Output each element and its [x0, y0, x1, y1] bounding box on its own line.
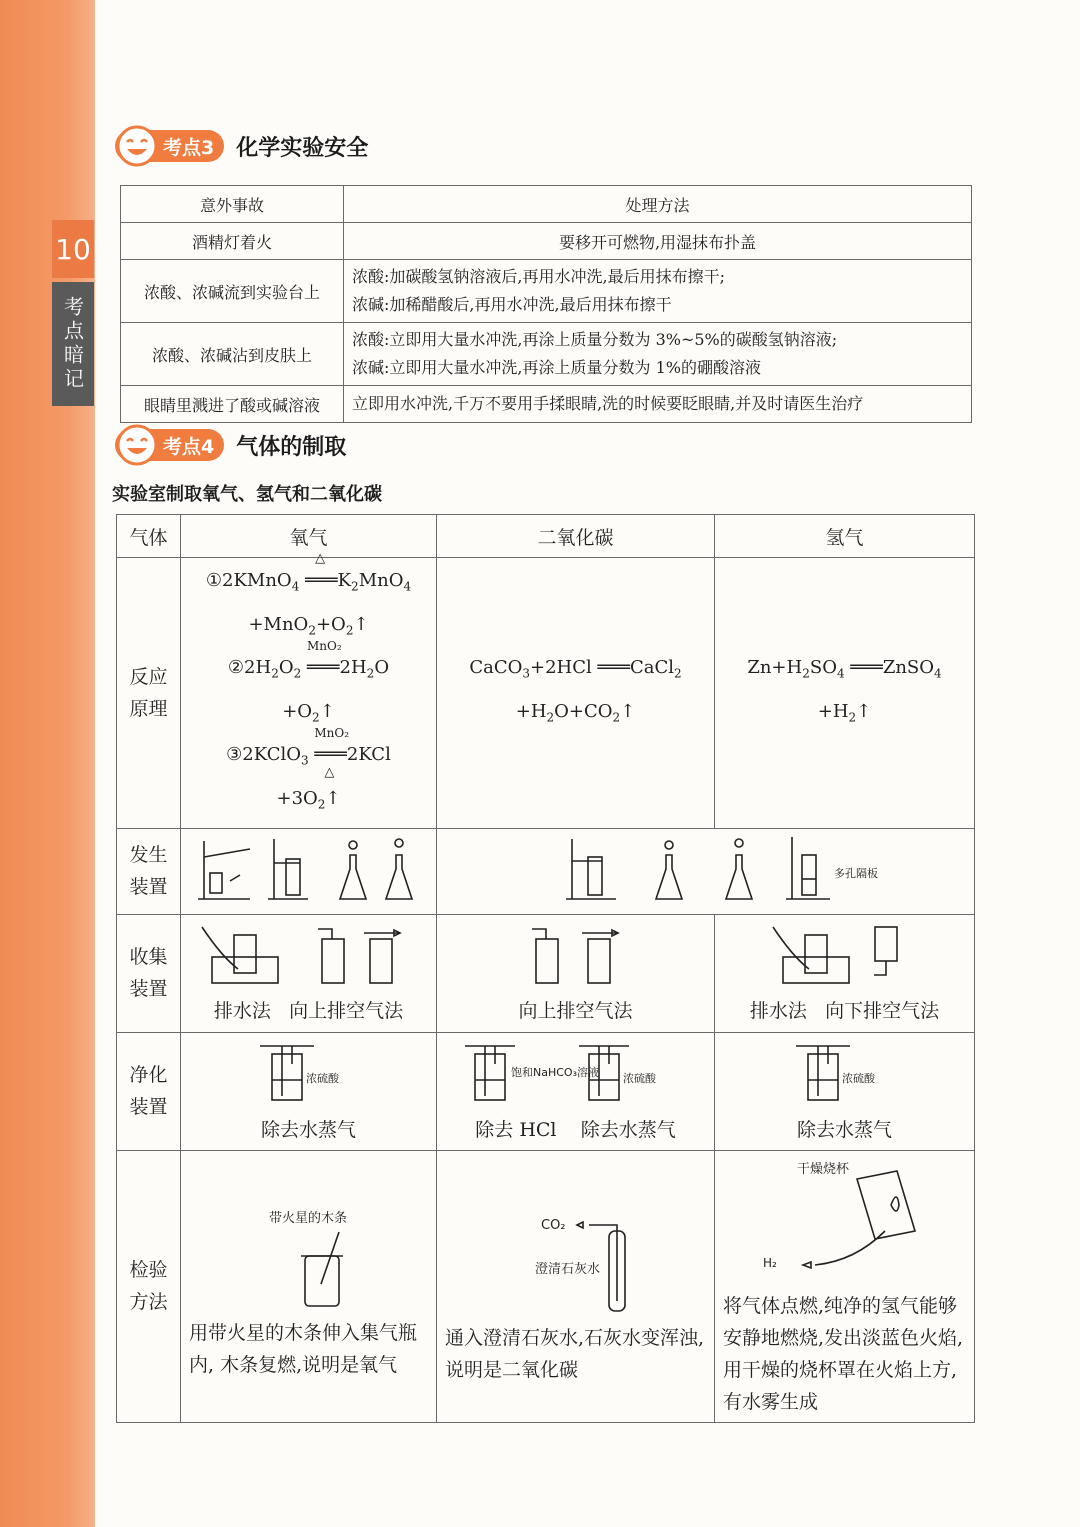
o2-test-drawing: [189, 1192, 427, 1312]
equation-line: $+H_2↑$: [817, 700, 872, 725]
row-label-purify: 净化装置: [117, 1032, 181, 1150]
section4-badge-text: 考点4: [163, 435, 215, 458]
h2-collect: [715, 914, 975, 1032]
co2-test-label: 澄清石灰水: [535, 1261, 601, 1277]
table-header-row: [121, 186, 972, 223]
co2-h2-apparatus: [437, 828, 975, 914]
co2-purify: [437, 1032, 715, 1150]
h2-gas-label: H₂: [763, 1255, 777, 1270]
equation-line: $+3O_2↑$: [276, 787, 341, 812]
collect-drawing: [194, 923, 424, 987]
reagent-label: 浓硫酸: [622, 1072, 656, 1086]
reagent-label: 浓硫酸: [841, 1072, 875, 1086]
o2-test-label: 带火星的木条: [269, 1210, 348, 1226]
o2-apparatus: [181, 828, 437, 914]
table-row: [121, 223, 972, 260]
smiley-icon: [115, 124, 159, 168]
purify-caption: 除去水蒸气: [260, 1119, 356, 1142]
row-label-reaction: 反应原理: [117, 558, 181, 829]
o2-purify: [181, 1032, 437, 1150]
apparatus-label: 多孔隔板: [833, 866, 878, 880]
header-o2: 氧气: [181, 515, 437, 558]
header-h2: 氢气: [715, 515, 975, 558]
o2-collect-caption: [189, 996, 428, 1023]
row-label-apparatus: 发生装置: [117, 828, 181, 914]
h2-reaction: [715, 558, 975, 829]
equation-line: ①2KMnO$_4$ △ $═══K_2MnO_4$: [189, 562, 428, 606]
section3-badge-text: 考点3: [163, 136, 215, 159]
table-header-row: [117, 515, 975, 558]
table-row: [121, 323, 972, 386]
apparatus-row: [117, 828, 975, 914]
method-line: 浓酸:加碳酸氢钠溶液后,再用水冲洗,最后用抹布擦干;: [352, 267, 725, 286]
gas-bottle-drawing: [461, 1040, 691, 1106]
o2-collect: [181, 914, 437, 1032]
header-accident: 意外事故: [121, 186, 344, 223]
accident-cell: 浓酸、浓碱流到实验台上: [121, 260, 344, 323]
o2-test-text: 用带火星的木条伸入集气瓶内, 木条复燃,说明是氧气: [189, 1321, 418, 1376]
equation-line: $②2H_2O_2$ MnO₂ $═══2H_2O$: [189, 649, 428, 693]
gas-bottle-drawing: [234, 1040, 384, 1106]
h2-cup-label: 干燥烧杯: [797, 1161, 850, 1177]
method-line: 浓碱:加稀醋酸后,再用水冲洗,最后用抹布擦干: [352, 295, 672, 314]
collect-method: 向上排空气法: [289, 1000, 404, 1023]
equation-line: $Zn+H_2SO_4$ ═══ZnSO$_4$: [747, 657, 942, 681]
collect-method: 排水法: [213, 1000, 271, 1023]
reaction-row: [117, 558, 975, 829]
gas-table: [116, 514, 975, 1423]
section3-badge: [115, 130, 224, 162]
reagent-label: 饱和NaHCO₃溶液: [510, 1066, 599, 1080]
reagent-label: 浓硫酸: [305, 1072, 339, 1086]
collect-drawing: [516, 923, 636, 987]
section3-title: 化学实验安全: [236, 135, 369, 161]
safety-table: [120, 185, 972, 423]
co2-gas-label: CO₂: [541, 1217, 566, 1233]
o2-reaction: [181, 551, 437, 829]
test-row: [117, 1150, 975, 1422]
header-method: 处理方法: [344, 186, 972, 223]
co2-reaction: [437, 558, 715, 829]
catalyst-mark: MnO₂: [314, 726, 350, 741]
section4-heading: [115, 423, 346, 467]
collect-drawing: [765, 923, 925, 987]
row-label-test: 检验方法: [117, 1150, 181, 1422]
purify-item: 除去 HCl: [475, 1119, 557, 1142]
collect-row: [117, 914, 975, 1032]
table-row: [121, 260, 972, 323]
purify-caption: [445, 1115, 706, 1142]
purify-caption: 除去水蒸气: [796, 1119, 892, 1142]
apparatus-drawing: [190, 833, 428, 905]
heat-mark: △: [315, 551, 326, 566]
method-cell: [344, 323, 972, 386]
method-line: 浓碱:立即用大量水冲洗,再涂上质量分数为 1%的硼酸溶液: [352, 358, 761, 377]
smiley-icon: [115, 423, 159, 467]
h2-test: [715, 1150, 975, 1422]
section4-title: 气体的制取: [236, 434, 347, 460]
side-label: 考点暗记: [52, 282, 94, 406]
co2-test-text: 通入澄清石灰水,石灰水变浑浊,说明是二氧化碳: [445, 1326, 705, 1381]
accident-cell: 浓酸、浓碱沾到皮肤上: [121, 323, 344, 386]
equation-line: CaCO$_3$+2HCl ═══CaCl$_2$: [469, 657, 682, 681]
method-cell: 立即用水冲洗,千万不要用手揉眼睛,洗的时候要眨眼睛,并及时请医生治疗: [344, 386, 972, 423]
equation-line: $+H_2O+CO_2↑$: [515, 700, 636, 725]
co2-test: [437, 1150, 715, 1422]
h2-test-text: 将气体点燃,纯净的氢气能够安静地燃烧,发出淡蓝色火焰,用干燥的烧杯罩在火焰上方,有水雾生成: [723, 1294, 964, 1413]
equation-line: $+MnO_2+O_2↑$: [248, 613, 369, 638]
section4-badge: [115, 429, 224, 461]
collect-method: 排水法: [749, 1000, 807, 1023]
co2-collect: [437, 914, 715, 1032]
row-label-collect: 收集装置: [117, 914, 181, 1032]
equation-line: ③2KClO$_3$ MnO₂ ═══ △ 2KCl: [189, 736, 428, 780]
o2-test: [181, 1150, 437, 1422]
page-number: 10: [52, 220, 94, 278]
co2-test-drawing: [445, 1187, 703, 1317]
table-row: [121, 386, 972, 423]
accident-cell: 酒精灯着火: [121, 223, 344, 260]
catalyst-mark: MnO₂: [307, 639, 342, 654]
h2-collect-caption: [723, 996, 966, 1023]
gas-bottle-drawing: [770, 1040, 920, 1106]
apparatus-drawing: [496, 833, 916, 905]
gas-subtitle: 实验室制取氧气、氢气和二氧化碳: [112, 484, 382, 505]
method-cell: [344, 260, 972, 323]
header-co2: 二氧化碳: [437, 515, 715, 558]
heat-mark: △: [324, 765, 335, 781]
co2-collect-caption: 向上排空气法: [518, 1000, 633, 1023]
method-cell: 要移开可燃物,用湿抹布扑盖: [344, 223, 972, 260]
method-line: 浓酸:立即用大量水冲洗,再涂上质量分数为 3%~5%的碳酸氢钠溶液;: [352, 330, 838, 349]
h2-purify: [715, 1032, 975, 1150]
h2-test-drawing: [723, 1155, 963, 1285]
purify-row: [117, 1032, 975, 1150]
purify-item: 除去水蒸气: [580, 1119, 676, 1142]
equation-line: $+O_2↑$: [282, 700, 335, 725]
header-gas: 气体: [117, 515, 181, 558]
accident-cell: 眼睛里溅进了酸或碱溶液: [121, 386, 344, 423]
section3-heading: [115, 124, 368, 168]
collect-method: 向下排空气法: [825, 1000, 940, 1023]
